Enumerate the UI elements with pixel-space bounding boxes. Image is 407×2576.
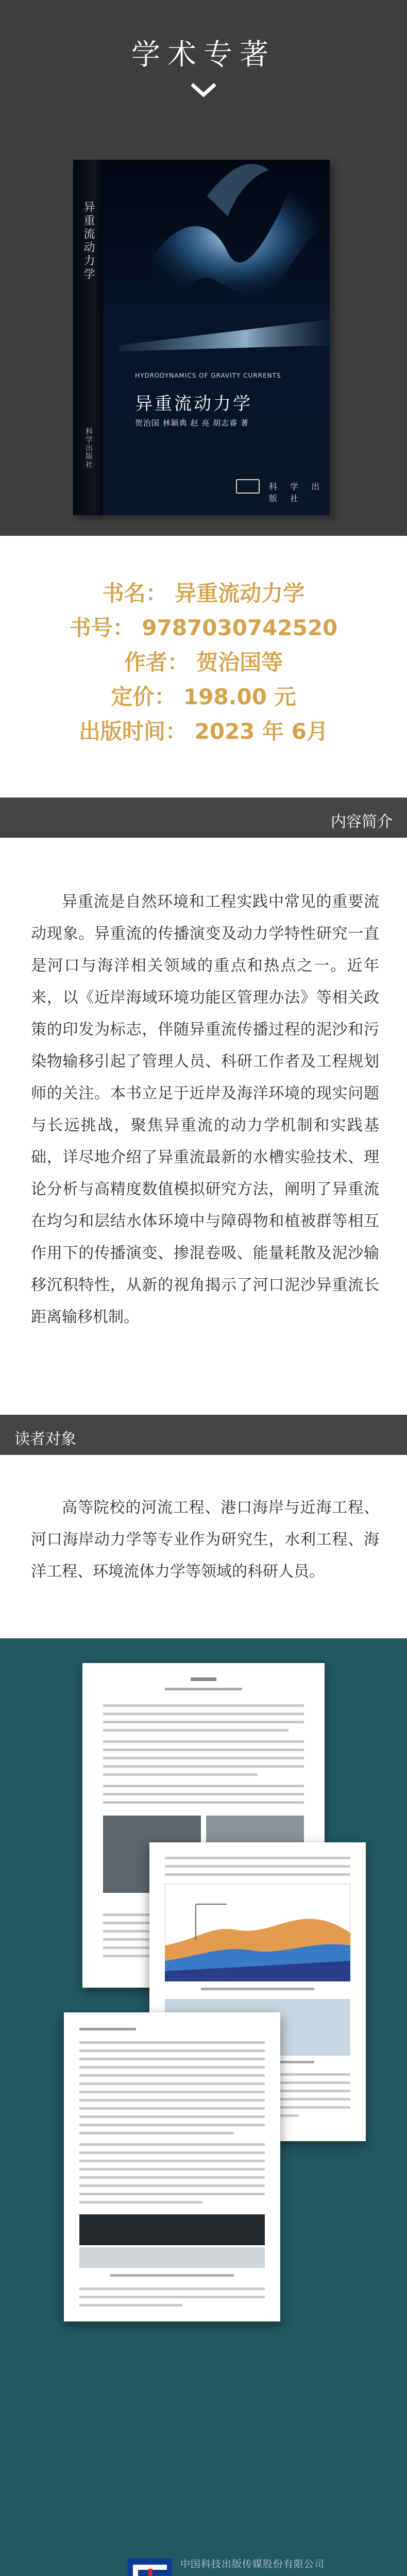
info-price: 定价： 198.00 元 [111, 684, 296, 709]
cover-authors: 贺治国 林颖典 赵 亮 胡志睿 著 [135, 418, 249, 428]
info-pub-date: 出版时间： 2023 年 6月 [79, 719, 328, 744]
spine-publisher: 科学出版社 [84, 428, 93, 469]
spine-title: 异重流动力学 [82, 201, 95, 281]
header-banner [0, 0, 407, 536]
intro-text: 异重流是自然环境和工程实践中常见的重要流动现象。异重流的传播演变及动力学特性研究一直是河口与海洋相关领域的重点和热点之一。近年来，以《近岸海域环境功能区管理办法》等相关政策的印发为标志，伴随异重流传播过程的泥沙和污染物输移引起了管理人员、科研工作者及工程规划师的关注。本书立足于近岸及海洋环境的现实问题与长远挑战，聚焦异重流的动力学机制和实践基础，详尽地介绍了异重流最新的水槽实验技术、理论分析与高精度数值模拟研究方法，阐明了异重流在均匀和层结水体环境中与障碍物和植被群等相互作用下的传播演变、掺混卷吸、能量耗散及泥沙输移沉积特性，从新的视角揭示了河口泥沙异重流长距离输移机制。 [31, 893, 379, 1326]
publisher-group-name: 中国科技出版传媒股份有限公司 [180, 2558, 325, 2570]
intro-section-bar [0, 798, 407, 838]
book-info [0, 576, 407, 749]
info-isbn: 书号： 9787030742520 [69, 615, 338, 640]
readers-section-label: 读者对象 [14, 1430, 76, 1448]
book-spine [73, 160, 103, 515]
cover-title: 异重流动力学 [135, 394, 252, 414]
cover-publisher: 科 学 出 版 社 [269, 482, 325, 503]
readers-section-bar [0, 1415, 407, 1455]
cover-art [73, 160, 330, 515]
preview-figure [165, 1884, 350, 1981]
chevron-down-icon [191, 82, 216, 98]
intro-section-label: 内容简介 [331, 813, 393, 831]
cover-english-title: HYDRODYNAMICS OF GRAVITY CURRENTS [135, 372, 281, 379]
info-author: 作者： 贺治国等 [124, 650, 283, 675]
publisher-logo-icon [128, 2558, 172, 2576]
info-book-name: 书名： 异重流动力学 [102, 581, 305, 606]
preview-page-3 [64, 2012, 280, 2321]
readers-text: 高等院校的河流工程、港口海岸与近海工程、河口海岸动力学等专业作为研究生，水利工程、海洋工程、环境流体力学等领域的科研人员。 [31, 1499, 379, 1581]
cover-publisher-logo-icon [236, 479, 260, 494]
banner-title: 学术专著 [131, 38, 276, 72]
publisher-brand [181, 2572, 351, 2576]
page-preview-panel [0, 1638, 407, 2576]
book-cover [73, 160, 330, 515]
